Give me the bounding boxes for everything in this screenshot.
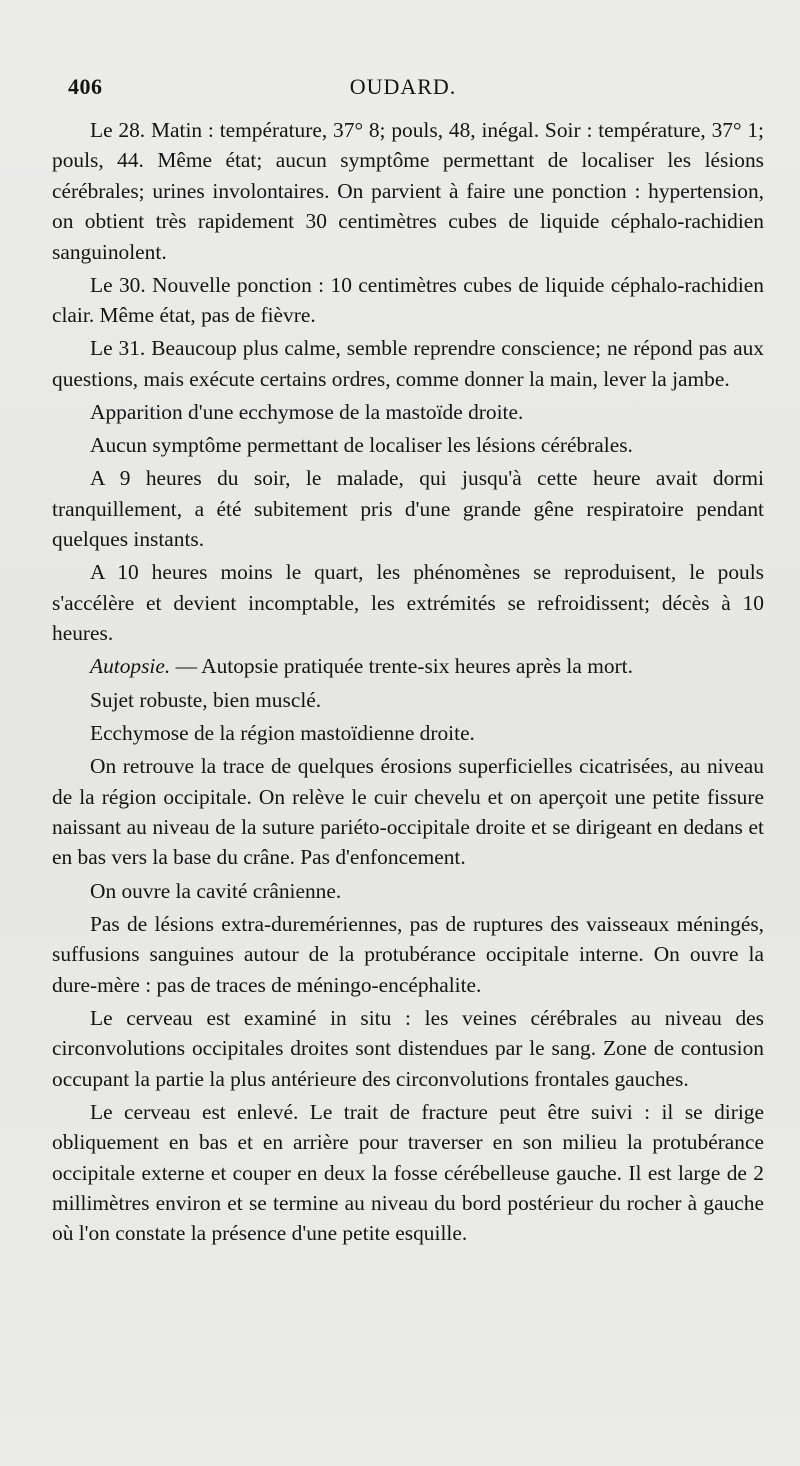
paragraph-lesions: Pas de lésions extra-duremériennes, pas de ruptures des vaisseaux méningés, suffusions sanguines autour de la protubérance occipitale interne. On ouvre la dure-mère : pas de traces de méningo-encéphalite. <box>52 911 764 997</box>
paragraph-ecchymose-mastoidienne: Ecchymose de la région mastoïdienne droite. <box>90 720 475 745</box>
running-head: OUDARD. <box>349 74 457 99</box>
page-header <box>68 74 738 108</box>
paragraph-le-31: Le 31. Beaucoup plus calme, semble reprendre conscience; ne répond pas aux questions, mais exécute certains ordres, comme donner la main, lever la jambe. <box>52 336 764 391</box>
paragraph-cavite: On ouvre la cavité crânienne. <box>90 878 342 903</box>
paragraph-autopsie <box>52 651 764 681</box>
paragraph-le-28: Le 28. Matin : température, 37° 8; pouls, 48, inégal. Soir : température, 37° 1; pouls, 44. Même état; aucun symptôme permettant de localiser les lésions cérébrales; urines involontaires. On parvient à faire une ponction : hypertension, on obtient très rapidement 30 centimètres cubes de liquide céphalo-rachidien sanguinolent. <box>52 118 764 264</box>
paragraph-ecchymose: Apparition d'une ecchymose de la mastoïde droite. <box>90 400 524 425</box>
paragraph-cerveau-examine: Le cerveau est examiné in situ : les veines cérébrales au niveau des circonvolutions occipitales droites sont distendues par le sang. Zone de contusion occupant la partie la plus antérieure des circonvolutions frontales gauches. <box>52 1005 764 1091</box>
paragraph-erosions: On retrouve la trace de quelques érosions superficielles cicatrisées, au niveau de la région occipitale. On relève le cuir chevelu et on aperçoit une petite fissure naissant au niveau de la suture pariéto-occipitale droite et se dirigeant en dedans et en bas vers la base du crâne. Pas d'enfoncement. <box>52 754 764 870</box>
paragraph-cerveau-enleve: Le cerveau est enlevé. Le trait de fracture peut être suivi : il se dirige obliquement en bas et en arrière pour traverser en son milieu la protubérance occipitale externe et couper en deux la fosse cérébelleuse gauche. Il est large de 2 millimètres environ et se termine au niveau du bord postérieur du rocher à gauche où l'on constate la présence d'une petite esquille. <box>52 1099 764 1246</box>
autopsie-text: — Autopsie pratiquée trente-six heures après la mort. <box>170 654 633 679</box>
paragraph-9-heures: A 9 heures du soir, le malade, qui jusqu'à cette heure avait dormi tranquillement, a été subitement pris d'une grande gêne respiratoire pendant quelques instants. <box>52 466 764 552</box>
autopsie-heading: Autopsie. <box>90 654 171 679</box>
paragraph-sujet: Sujet robuste, bien musclé. <box>90 687 322 712</box>
paragraph-le-30: Le 30. Nouvelle ponction : 10 centimètres cubes de liquide céphalo-rachidien clair. Même état, pas de fièvre. <box>52 272 764 328</box>
paragraph-aucun-symptome: Aucun symptôme permettant de localiser les lésions cérébrales. <box>90 433 633 458</box>
page-number: 406 <box>68 74 103 99</box>
paragraph-10-heures: A 10 heures moins le quart, les phénomènes se reproduisent, le pouls s'accélère et devient incomptable, les extrémités se refroidissent; décès à 10 heures. <box>52 560 764 646</box>
body-text <box>52 115 764 1252</box>
